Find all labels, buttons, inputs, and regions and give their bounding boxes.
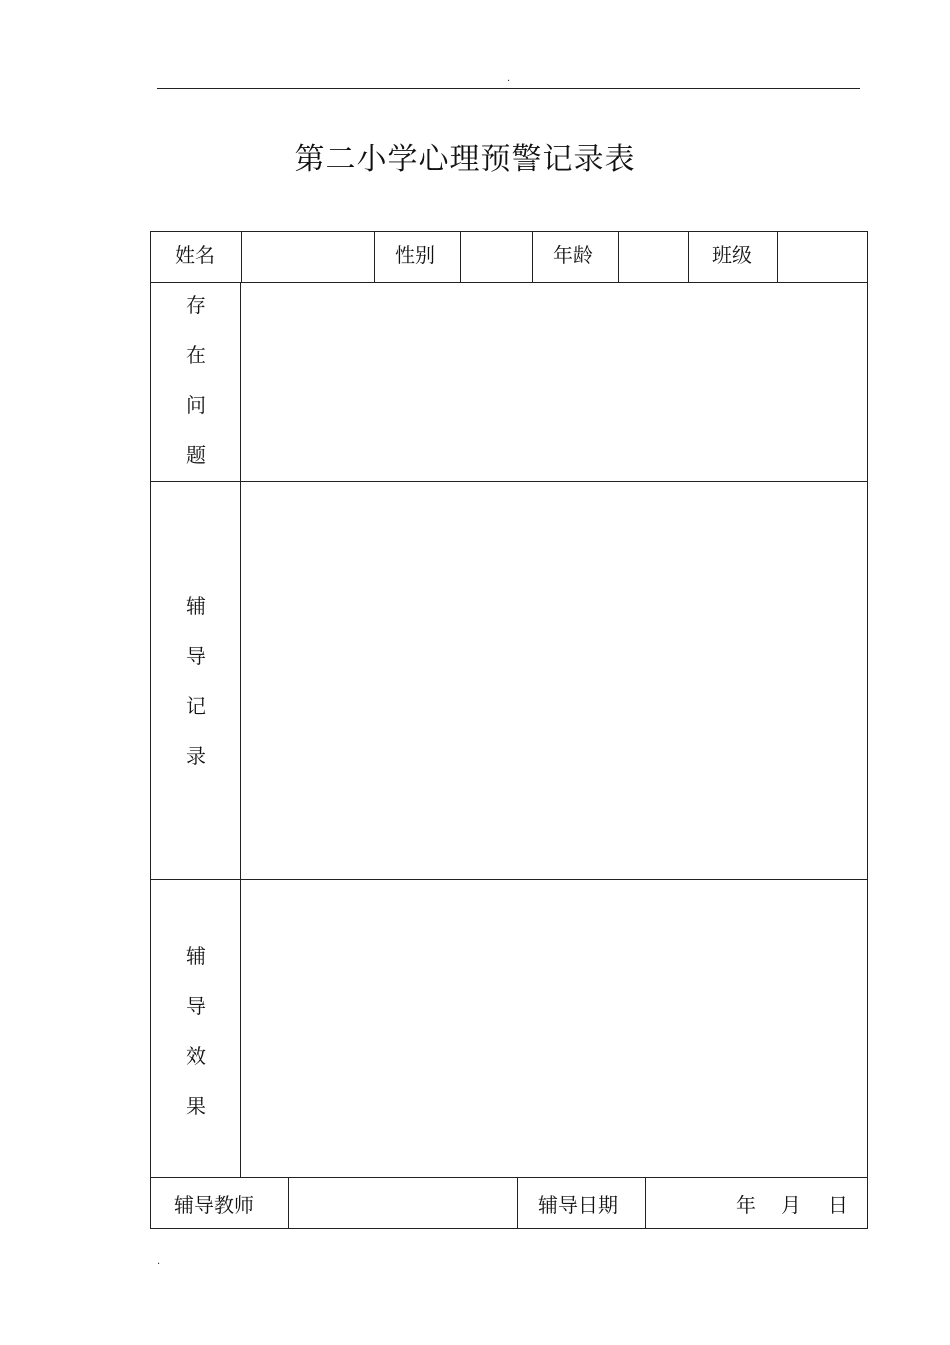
name-field[interactable] (242, 233, 373, 281)
problems-char: 问 (186, 393, 206, 417)
name-label: 姓名 (175, 243, 215, 267)
page-title: 第二小学心理预警记录表 (294, 142, 636, 177)
records-label (151, 581, 241, 781)
footer-dot: . (157, 1256, 161, 1267)
col-divider (374, 232, 375, 282)
date-year: 年 (736, 1193, 756, 1217)
class-field[interactable] (778, 233, 866, 281)
records-char: 记 (186, 694, 206, 718)
header-rule (157, 88, 860, 89)
date-label: 辅导日期 (538, 1193, 618, 1217)
date-day: 日 (828, 1193, 848, 1217)
record-form (150, 231, 868, 1229)
problems-char: 在 (186, 343, 206, 367)
effects-char: 导 (186, 994, 206, 1018)
gender-label: 性别 (395, 243, 435, 267)
effects-field[interactable] (241, 880, 867, 1176)
problems-label (151, 280, 241, 480)
class-label: 班级 (712, 243, 752, 267)
records-char: 录 (186, 744, 206, 768)
records-char: 辅 (186, 594, 206, 618)
records-field[interactable] (241, 482, 867, 878)
date-field[interactable] (646, 1178, 866, 1227)
effects-char: 效 (186, 1044, 206, 1068)
records-char: 导 (186, 644, 206, 668)
teacher-field[interactable] (289, 1178, 516, 1227)
effects-char: 果 (186, 1094, 206, 1118)
age-label: 年龄 (553, 243, 593, 267)
problems-char: 题 (186, 443, 206, 467)
problems-field[interactable] (241, 283, 867, 480)
teacher-label: 辅导教师 (174, 1193, 254, 1217)
gender-field[interactable] (461, 233, 531, 281)
col-divider (688, 232, 689, 282)
problems-char: 存 (186, 293, 206, 317)
col-divider (517, 1177, 518, 1228)
age-field[interactable] (619, 233, 687, 281)
effects-char: 辅 (186, 944, 206, 968)
date-month: 月 (781, 1193, 801, 1217)
header-dot: . (507, 73, 511, 84)
col-divider (532, 232, 533, 282)
effects-label (151, 931, 241, 1131)
